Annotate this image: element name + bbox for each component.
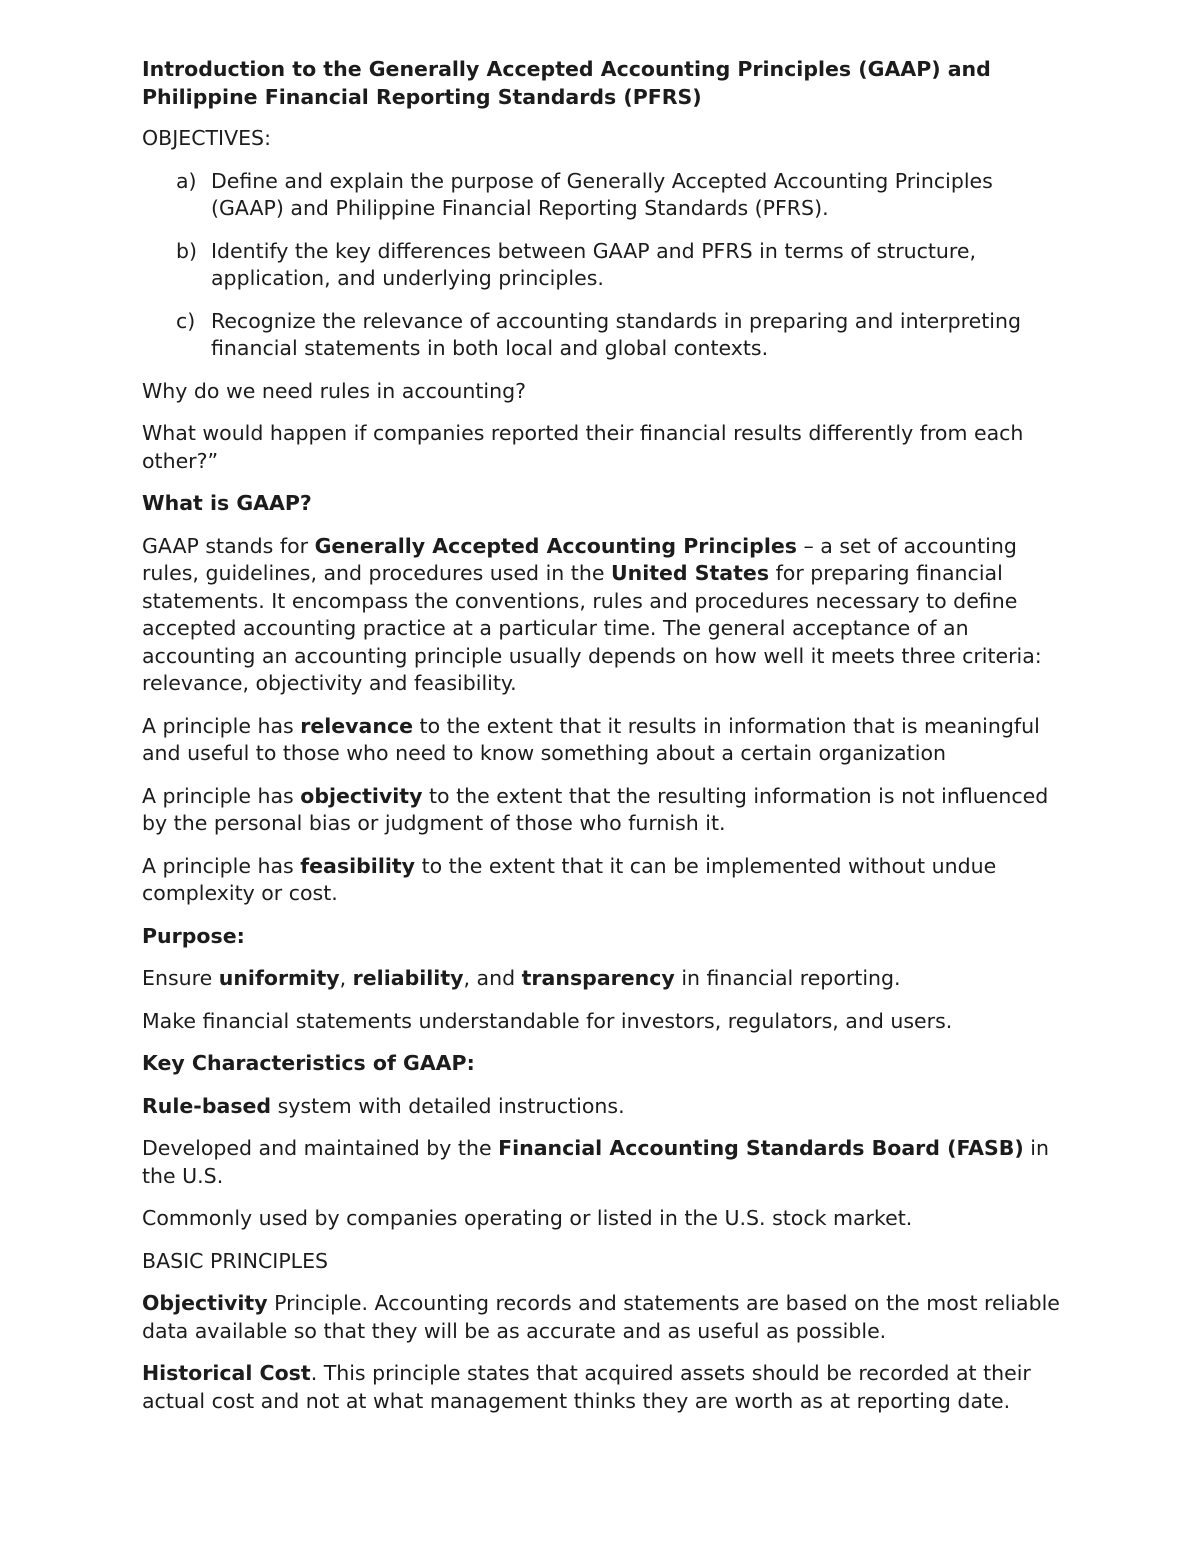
gaap-definition-paragraph <box>142 533 1067 698</box>
text-run: A principle has <box>142 853 301 878</box>
objective-item <box>142 238 1067 293</box>
objective-item <box>142 308 1067 363</box>
characteristic-paragraph-2 <box>142 1135 1067 1190</box>
section-heading-what-is-gaap: What is GAAP? <box>142 491 312 515</box>
text-run: in financial reporting. <box>674 966 901 990</box>
bold-term: Historical Cost <box>142 1361 311 1385</box>
bold-term: Rule-based <box>142 1093 272 1118</box>
document-title: Introduction to the Generally Accepted Accounting Principles (GAAP) and Philippine Financial Reporting Standards (PFRS) <box>142 57 991 109</box>
objective-text: Identify the key differences between GAAP and PFRS in terms of structure, application, and underlying principles. <box>211 238 977 290</box>
text-run: for preparing financial statements. It encompass the conventions, rules and procedures necessary to define accepted accounting practice at a particular time. The general acceptance of an accounting an accounting principle usually depends on how well it meets three criteria: relevance, objectivity and feasibility. <box>142 561 1042 695</box>
characteristic-paragraph-3: Commonly used by companies operating or listed in the U.S. stock market. <box>142 1206 913 1230</box>
text-run: Principle. Accounting records and statements are based on the most reliable data available so that they will be as accurate and as useful as possible. <box>142 1291 1060 1343</box>
purpose-paragraph-1 <box>142 965 1067 993</box>
objective-marker: c) <box>176 308 196 333</box>
characteristic-paragraph-1 <box>142 1093 1067 1121</box>
objective-item <box>142 168 1067 223</box>
objective-marker: a) <box>176 168 197 193</box>
objectivity-paragraph <box>142 783 1067 838</box>
text-run: – a set of accounting rules, guidelines, and procedures used in the <box>142 533 1017 585</box>
principle-paragraph-historical-cost <box>142 1360 1067 1415</box>
document-body <box>142 56 1067 1430</box>
bold-term: Objectivity <box>142 1291 268 1315</box>
bold-term: Generally Accepted Accounting Principles <box>314 533 797 558</box>
text-run: Ensure <box>142 966 219 990</box>
text-run: in the U.S. <box>142 1136 1049 1188</box>
objective-text: Recognize the relevance of accounting standards in preparing and interpreting financial statements in both local and global contexts. <box>211 308 1021 360</box>
relevance-paragraph <box>142 713 1067 768</box>
text-run: A principle has <box>142 713 301 738</box>
text-run: , <box>339 966 353 990</box>
text-run: GAAP stands for <box>142 533 315 558</box>
bold-term: relevance <box>300 713 414 738</box>
text-run: to the extent that the resulting information is not influenced by the personal bias or judgment of those who furnish it. <box>142 783 1049 835</box>
section-heading-purpose: Purpose: <box>142 923 245 948</box>
bold-term: feasibility <box>300 853 416 878</box>
text-run: , and <box>463 966 522 990</box>
objective-marker: b) <box>176 238 198 263</box>
bold-term: reliability <box>352 966 464 990</box>
bold-term: Financial Accounting Standards Board (FASB) <box>498 1136 1024 1160</box>
bold-term: transparency <box>521 966 675 990</box>
objectives-heading: OBJECTIVES: <box>142 126 271 150</box>
text-run: . This principle states that acquired assets should be recorded at their actual cost and not at what management thinks they are worth as at reporting date. <box>142 1361 1031 1413</box>
text-run: to the extent that it results in information that is meaningful and useful to those who need to know something about a certain organization <box>142 713 1040 765</box>
text-run: system with detailed instructions. <box>271 1093 625 1118</box>
principle-paragraph-objectivity <box>142 1290 1067 1345</box>
bold-term: uniformity <box>218 966 340 990</box>
question-rules: Why do we need rules in accounting? <box>142 378 527 403</box>
objective-text: Define and explain the purpose of Generally Accepted Accounting Principles (GAAP) and Philippine Financial Reporting Standards (PFRS). <box>211 168 993 220</box>
purpose-paragraph-2: Make financial statements understandable for investors, regulators, and users. <box>142 1008 953 1033</box>
text-run: A principle has <box>142 783 301 808</box>
section-heading-basic-principles: BASIC PRINCIPLES <box>142 1248 329 1273</box>
text-run: Developed and maintained by the <box>142 1136 499 1160</box>
bold-term: objectivity <box>300 783 423 808</box>
feasibility-paragraph <box>142 853 1067 908</box>
section-heading-key-characteristics: Key Characteristics of GAAP: <box>142 1051 475 1075</box>
bold-term: United States <box>610 561 770 585</box>
text-run: to the extent that it can be implemented without undue complexity or cost. <box>142 853 997 905</box>
objectives-list <box>142 168 1067 363</box>
question-differences: What would happen if companies reported their financial results differently from each other?” <box>142 421 1024 473</box>
